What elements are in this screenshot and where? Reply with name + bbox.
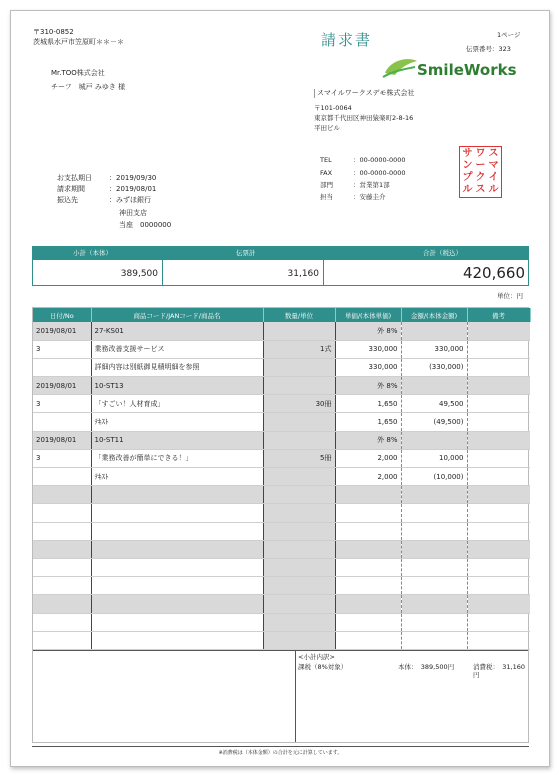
invoice-page xyxy=(10,10,550,767)
breakdown-area xyxy=(33,650,528,742)
dept-label: 部門 xyxy=(320,181,333,189)
table-row: 2019/08/01 10-ST11 外 8% xyxy=(33,431,530,449)
items-table xyxy=(32,307,529,743)
col-unit-price: 単価/(本体単価) xyxy=(335,308,401,322)
document-title: 請求書 xyxy=(321,31,373,49)
sender-company: スマイルワークスデモ株式会社 xyxy=(314,89,415,98)
sender-address: 東京都千代田区神田猿楽町2-8-16 xyxy=(314,114,414,122)
subtotal-label: 小計（本体） xyxy=(73,249,112,257)
slip-number: 伝票番号：323 xyxy=(466,45,511,53)
tel-label: TEL xyxy=(320,156,332,164)
due-label: お支払期日 xyxy=(57,174,92,182)
breakdown-base: 本体： 389,500円 xyxy=(398,662,455,671)
page-number: 1ページ xyxy=(497,31,521,39)
billing-label: 請求期間 xyxy=(57,185,85,193)
summary-box xyxy=(32,246,529,286)
staff-label: 担当 xyxy=(320,193,333,201)
table-row: 詳細内容は別紙御見積明細を参照 330,000 (330,000) xyxy=(33,358,530,376)
col-date: 日付/No xyxy=(33,308,91,322)
col-product: 商品コード/JANコード/商品名 xyxy=(91,308,263,322)
company-seal-stamp: サ ワ ス ン ー マ プ ク イ ル ス ル xyxy=(459,146,502,198)
recipient-person: チーフ 城戸 みゆき 様 xyxy=(51,83,126,91)
sender-building: 平田ビル xyxy=(314,124,340,132)
bank-label: 振込先 xyxy=(57,196,78,204)
tel-value: ：00-0000-0000 xyxy=(353,156,406,164)
table-row: ﾃｷｽﾄ 1,650 (49,500) xyxy=(33,413,530,431)
leaf-icon xyxy=(381,57,421,79)
bank-name: ：みずほ銀行 xyxy=(109,196,151,204)
unit-note: 単位：円 xyxy=(497,292,523,300)
col-amount: 金額/(本体金額) xyxy=(401,308,467,322)
due-value: ：2019/09/30 xyxy=(109,174,157,182)
table-row: 3 「すごい！人材育成」 30冊 1,650 49,500 xyxy=(33,395,530,413)
bank-branch: 神田支店 xyxy=(119,209,147,217)
col-qty: 数量/単位 xyxy=(263,308,335,322)
total-value: 420,660 xyxy=(462,264,525,282)
bank-account: 当座 0000000 xyxy=(119,221,172,229)
total-label: 合計（税込） xyxy=(423,249,462,257)
recipient-address: 茨城県水戸市笠原町＊＊－＊ xyxy=(33,38,124,46)
staff-value: ：安藤圭介 xyxy=(353,193,386,201)
recipient-company: Mr.TOO株式会社 xyxy=(51,69,105,77)
fax-value: ：00-0000-0000 xyxy=(353,169,406,177)
footer-note: ※消費税は（本体金額）の合計を元に計算しています。 xyxy=(218,750,343,756)
breakdown-title: <小計内訳> xyxy=(298,652,335,661)
table-row: 3 「業務改善が簡単にできる！」 5冊 2,000 10,000 xyxy=(33,449,530,467)
sender-postal: 〒101-0064 xyxy=(314,104,352,112)
table-row: 3 業務改善支援サービス 1式 330,000 330,000 xyxy=(33,340,530,358)
subtotal-value: 389,500 xyxy=(120,269,158,279)
tax-label: 伝票計 xyxy=(236,249,256,257)
table-row: 2019/08/01 27-KS01 外 8% xyxy=(33,322,530,340)
table-row: 2019/08/01 10-ST13 外 8% xyxy=(33,377,530,395)
col-remarks: 備考 xyxy=(467,308,530,322)
table-row: ﾃｷｽﾄ 2,000 (10,000) xyxy=(33,468,530,486)
tax-value: 31,160 xyxy=(287,269,319,279)
fax-label: FAX xyxy=(320,169,333,177)
breakdown-tax: 消費税： 31,160円 xyxy=(473,662,525,679)
breakdown-category: 課税（8%対象） xyxy=(298,662,348,671)
company-logo xyxy=(381,57,531,81)
recipient-postal: 〒310-0852 xyxy=(33,28,74,36)
billing-value: ：2019/08/01 xyxy=(109,185,157,193)
logo-text: SmileWorks xyxy=(417,61,517,79)
dept-value: ：営業第1部 xyxy=(353,181,390,189)
